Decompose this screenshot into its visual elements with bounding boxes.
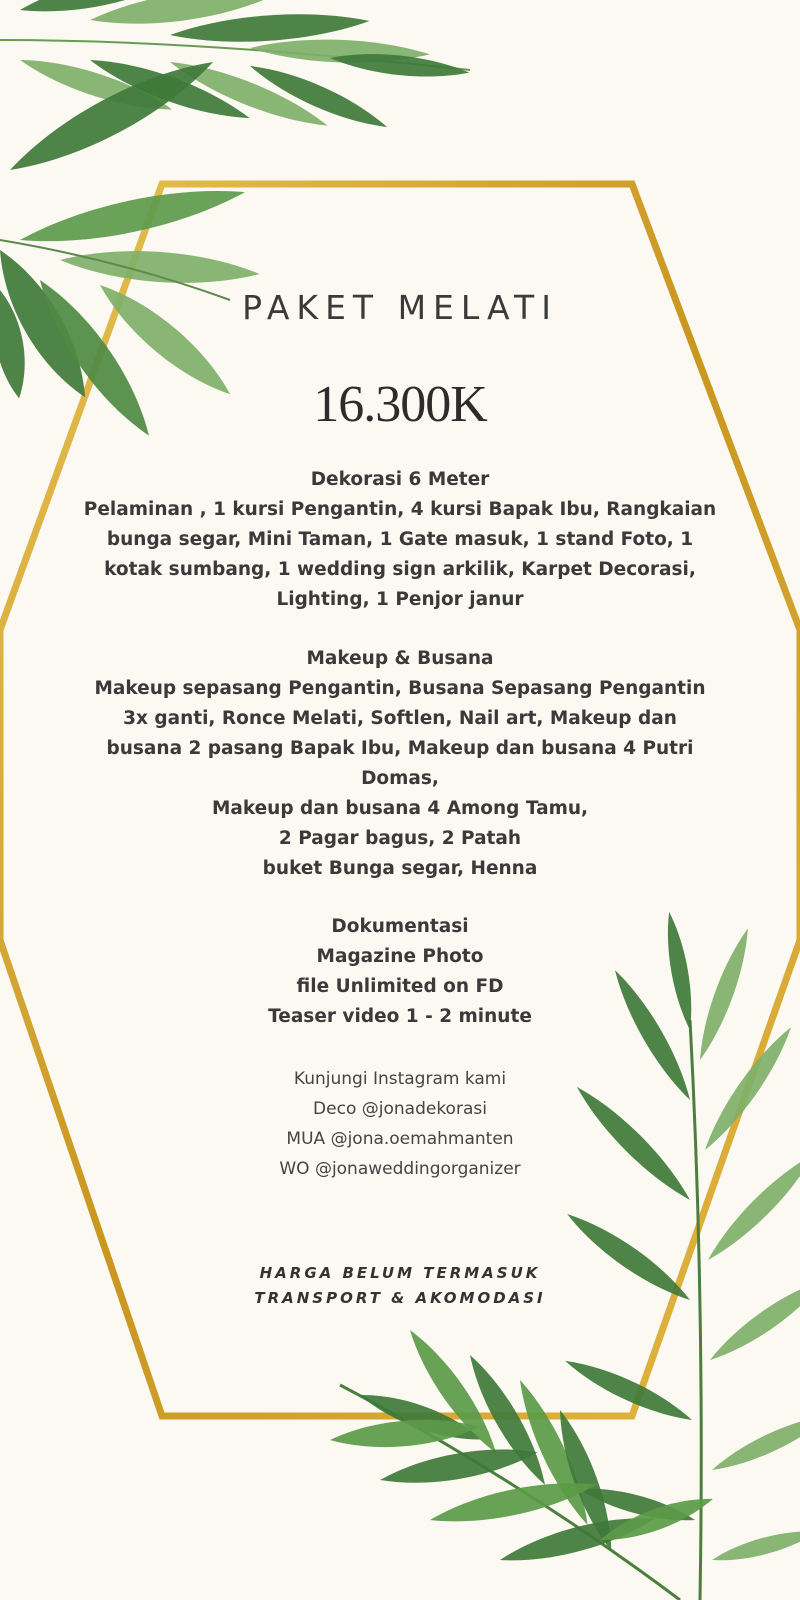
decoration-line: Pelaminan , 1 kursi Pengantin, 4 kursi Bapak Ibu, Rangkaian (83, 499, 717, 520)
leaf (59, 245, 261, 289)
makeup-line: Makeup sepasang Pengantin, Busana Sepasang Pengantin (94, 678, 706, 699)
makeup-section (60, 644, 740, 884)
instagram-mua-handle: MUA @jona.oemahmanten (286, 1129, 514, 1149)
package-price: 16.300K (313, 376, 487, 433)
instagram-section (60, 1064, 740, 1184)
documentation-line: Magazine Photo (316, 946, 484, 967)
documentation-heading: Dokumentasi (331, 916, 469, 937)
documentation-line: Teaser video 1 - 2 minute (268, 1006, 532, 1027)
documentation-line: file Unlimited on FD (296, 976, 504, 997)
decoration-line: Lighting, 1 Penjor janur (276, 589, 524, 610)
leaf (710, 1524, 800, 1568)
makeup-line: buket Bunga segar, Henna (262, 858, 538, 879)
decoration-line: kotak sumbang, 1 wedding sign arkilik, Karpet Decorasi, (104, 559, 696, 580)
makeup-line: Makeup dan busana 4 Among Tamu, (211, 798, 589, 819)
instagram-wo-handle: WO @jonaweddingorganizer (279, 1159, 521, 1179)
disclaimer-line: TRANSPORT & AKOMODASI (254, 1289, 546, 1307)
decoration-section (60, 465, 740, 615)
documentation-section (60, 912, 740, 1032)
makeup-line: 3x ganti, Ronce Melati, Softlen, Nail art, Makeup dan (123, 708, 677, 729)
makeup-line: Domas, (361, 768, 439, 789)
decoration-line: bunga segar, Mini Taman, 1 Gate masuk, 1 stand Foto, 1 (106, 529, 694, 550)
instagram-intro: Kunjungi Instagram kami (293, 1069, 507, 1089)
instagram-deco-handle: Deco @jonadekorasi (313, 1099, 487, 1119)
decoration-heading: Dekorasi 6 Meter (310, 469, 490, 490)
makeup-line: 2 Pagar bagus, 2 Patah (278, 828, 522, 849)
disclaimer-line: HARGA BELUM TERMASUK (259, 1264, 541, 1282)
leaf (497, 1507, 658, 1572)
package-title: PAKET MELATI (242, 288, 558, 327)
makeup-heading: Makeup & Busana (306, 648, 494, 669)
leaf (17, 177, 249, 256)
price-disclaimer (60, 1261, 740, 1311)
makeup-line: busana 2 pasang Bapak Ibu, Makeup dan busana 4 Putri (106, 738, 694, 759)
leaf (708, 1407, 800, 1478)
